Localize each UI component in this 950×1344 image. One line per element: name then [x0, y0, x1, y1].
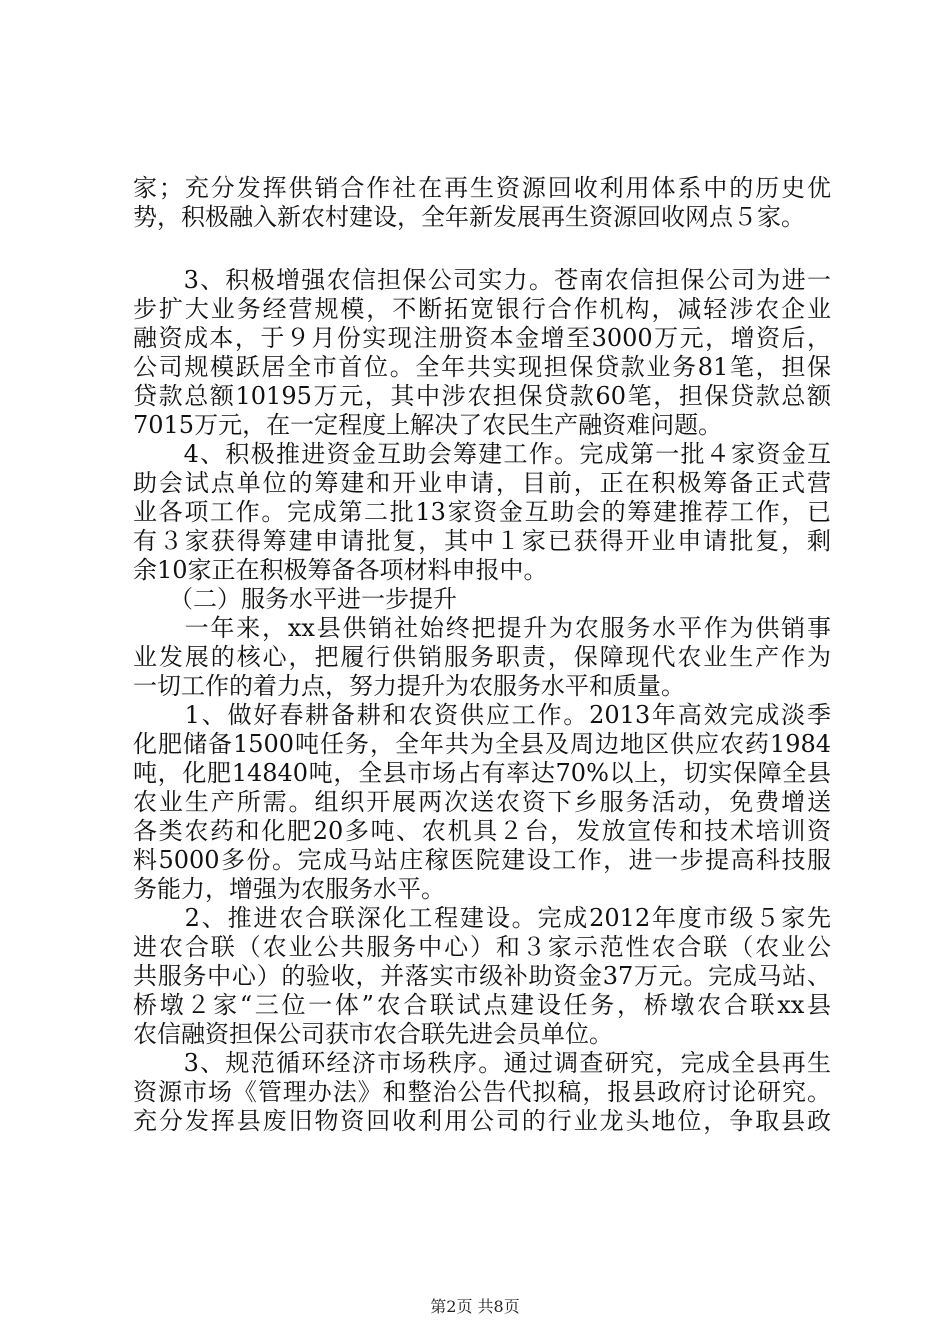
- page-number: 第2页 共8页: [430, 1297, 520, 1316]
- text-line: 进农合联（农业公共服务中心）和３家示范性农合联（农业公: [133, 933, 831, 961]
- paragraph-spacer: [133, 232, 831, 266]
- text-line: 各类农药和化肥20多吨、农机具２台，发放宣传和技术培训资: [133, 817, 831, 845]
- text-line: 3、规范循环经济市场秩序。通过调查研究，完成全县再生: [133, 1049, 831, 1077]
- text-line: 吨，化肥14840吨，全县市场占有率达70%以上，切实保障全县: [133, 759, 831, 787]
- text-line: 余10家正在积极筹备各项材料申报中。: [133, 556, 548, 584]
- text-line: 贷款总额10195万元，其中涉农担保贷款60笔，担保贷款总额: [133, 382, 831, 410]
- text-line: 家；充分发挥供销合作社在再生资源回收利用体系中的历史优: [133, 174, 831, 202]
- text-line: 桥墩２家“三位一体”农合联试点建设任务，桥墩农合联xx县: [133, 991, 831, 1019]
- text-line: 化肥储备1500吨任务，全年共为全县及周边地区供应农药1984: [133, 730, 831, 758]
- text-line: 共服务中心）的验收，并落实市级补助资金37万元。完成马站、: [133, 962, 831, 990]
- page-footer: [0, 1297, 950, 1317]
- text-line: 农信融资担保公司获市农合联先进会员单位。: [133, 1020, 613, 1048]
- text-line: 充分发挥县废旧物资回收利用公司的行业龙头地位，争取县政: [133, 1107, 831, 1135]
- text-line: 业发展的核心，把履行供销服务职责，保障现代农业生产作为: [133, 643, 831, 671]
- text-line: 资源市场《管理办法》和整治公告代拟稿，报县政府讨论研究。: [133, 1078, 831, 1106]
- text-line: 有３家获得筹建申请批复，其中１家已获得开业申请批复，剩: [133, 527, 831, 555]
- text-line: 助会试点单位的筹建和开业申请，目前，正在积极筹备正式营: [133, 469, 831, 497]
- paragraph: [133, 266, 831, 440]
- text-line: 一切工作的着力点，努力提升为农服务水平和质量。: [133, 672, 685, 700]
- text-line: 公司规模跃居全市首位。全年共实现担保贷款业务81笔，担保: [133, 353, 831, 381]
- text-line: 7015万元，在一定程度上解决了农民生产融资难问题。: [133, 411, 723, 439]
- section-heading: [133, 585, 831, 614]
- text-line: 料5000多份。完成马站庄稼医院建设工作，进一步提高科技服: [133, 846, 831, 874]
- text-line: 3、积极增强农信担保公司实力。苍南农信担保公司为进一: [133, 266, 831, 294]
- paragraph: [133, 701, 831, 904]
- text-line: 农业生产所需。组织开展两次送农资下乡服务活动，免费增送: [133, 788, 831, 816]
- document-body: [133, 174, 831, 1136]
- paragraph: [133, 614, 831, 701]
- text-line: 2、推进农合联深化工程建设。完成2012年度市级５家先: [133, 904, 831, 932]
- paragraph: [133, 174, 831, 232]
- text-line: 势，积极融入新农村建设，全年新发展再生资源回收网点５家。: [133, 203, 805, 231]
- text-line: 一年来，xx县供销社始终把提升为农服务水平作为供销事: [133, 614, 831, 642]
- paragraph: [133, 1049, 831, 1136]
- text-line: 4、积极推进资金互助会筹建工作。完成第一批４家资金互: [133, 440, 831, 468]
- text-line: 业各项工作。完成第二批13家资金互助会的筹建推荐工作，已: [133, 498, 831, 526]
- paragraph: [133, 440, 831, 585]
- paragraph: [133, 904, 831, 1049]
- text-line: 融资成本，于９月份实现注册资本金增至3000万元，增资后，: [133, 324, 831, 352]
- text-line: 步扩大业务经营规模，不断拓宽银行合作机构，减轻涉农企业: [133, 295, 831, 323]
- text-line: 1、做好春耕备耕和农资供应工作。2013年高效完成淡季: [133, 701, 831, 729]
- text-line: （二）服务水平进一步提升: [133, 585, 457, 613]
- text-line: 务能力，增强为农服务水平。: [133, 875, 445, 903]
